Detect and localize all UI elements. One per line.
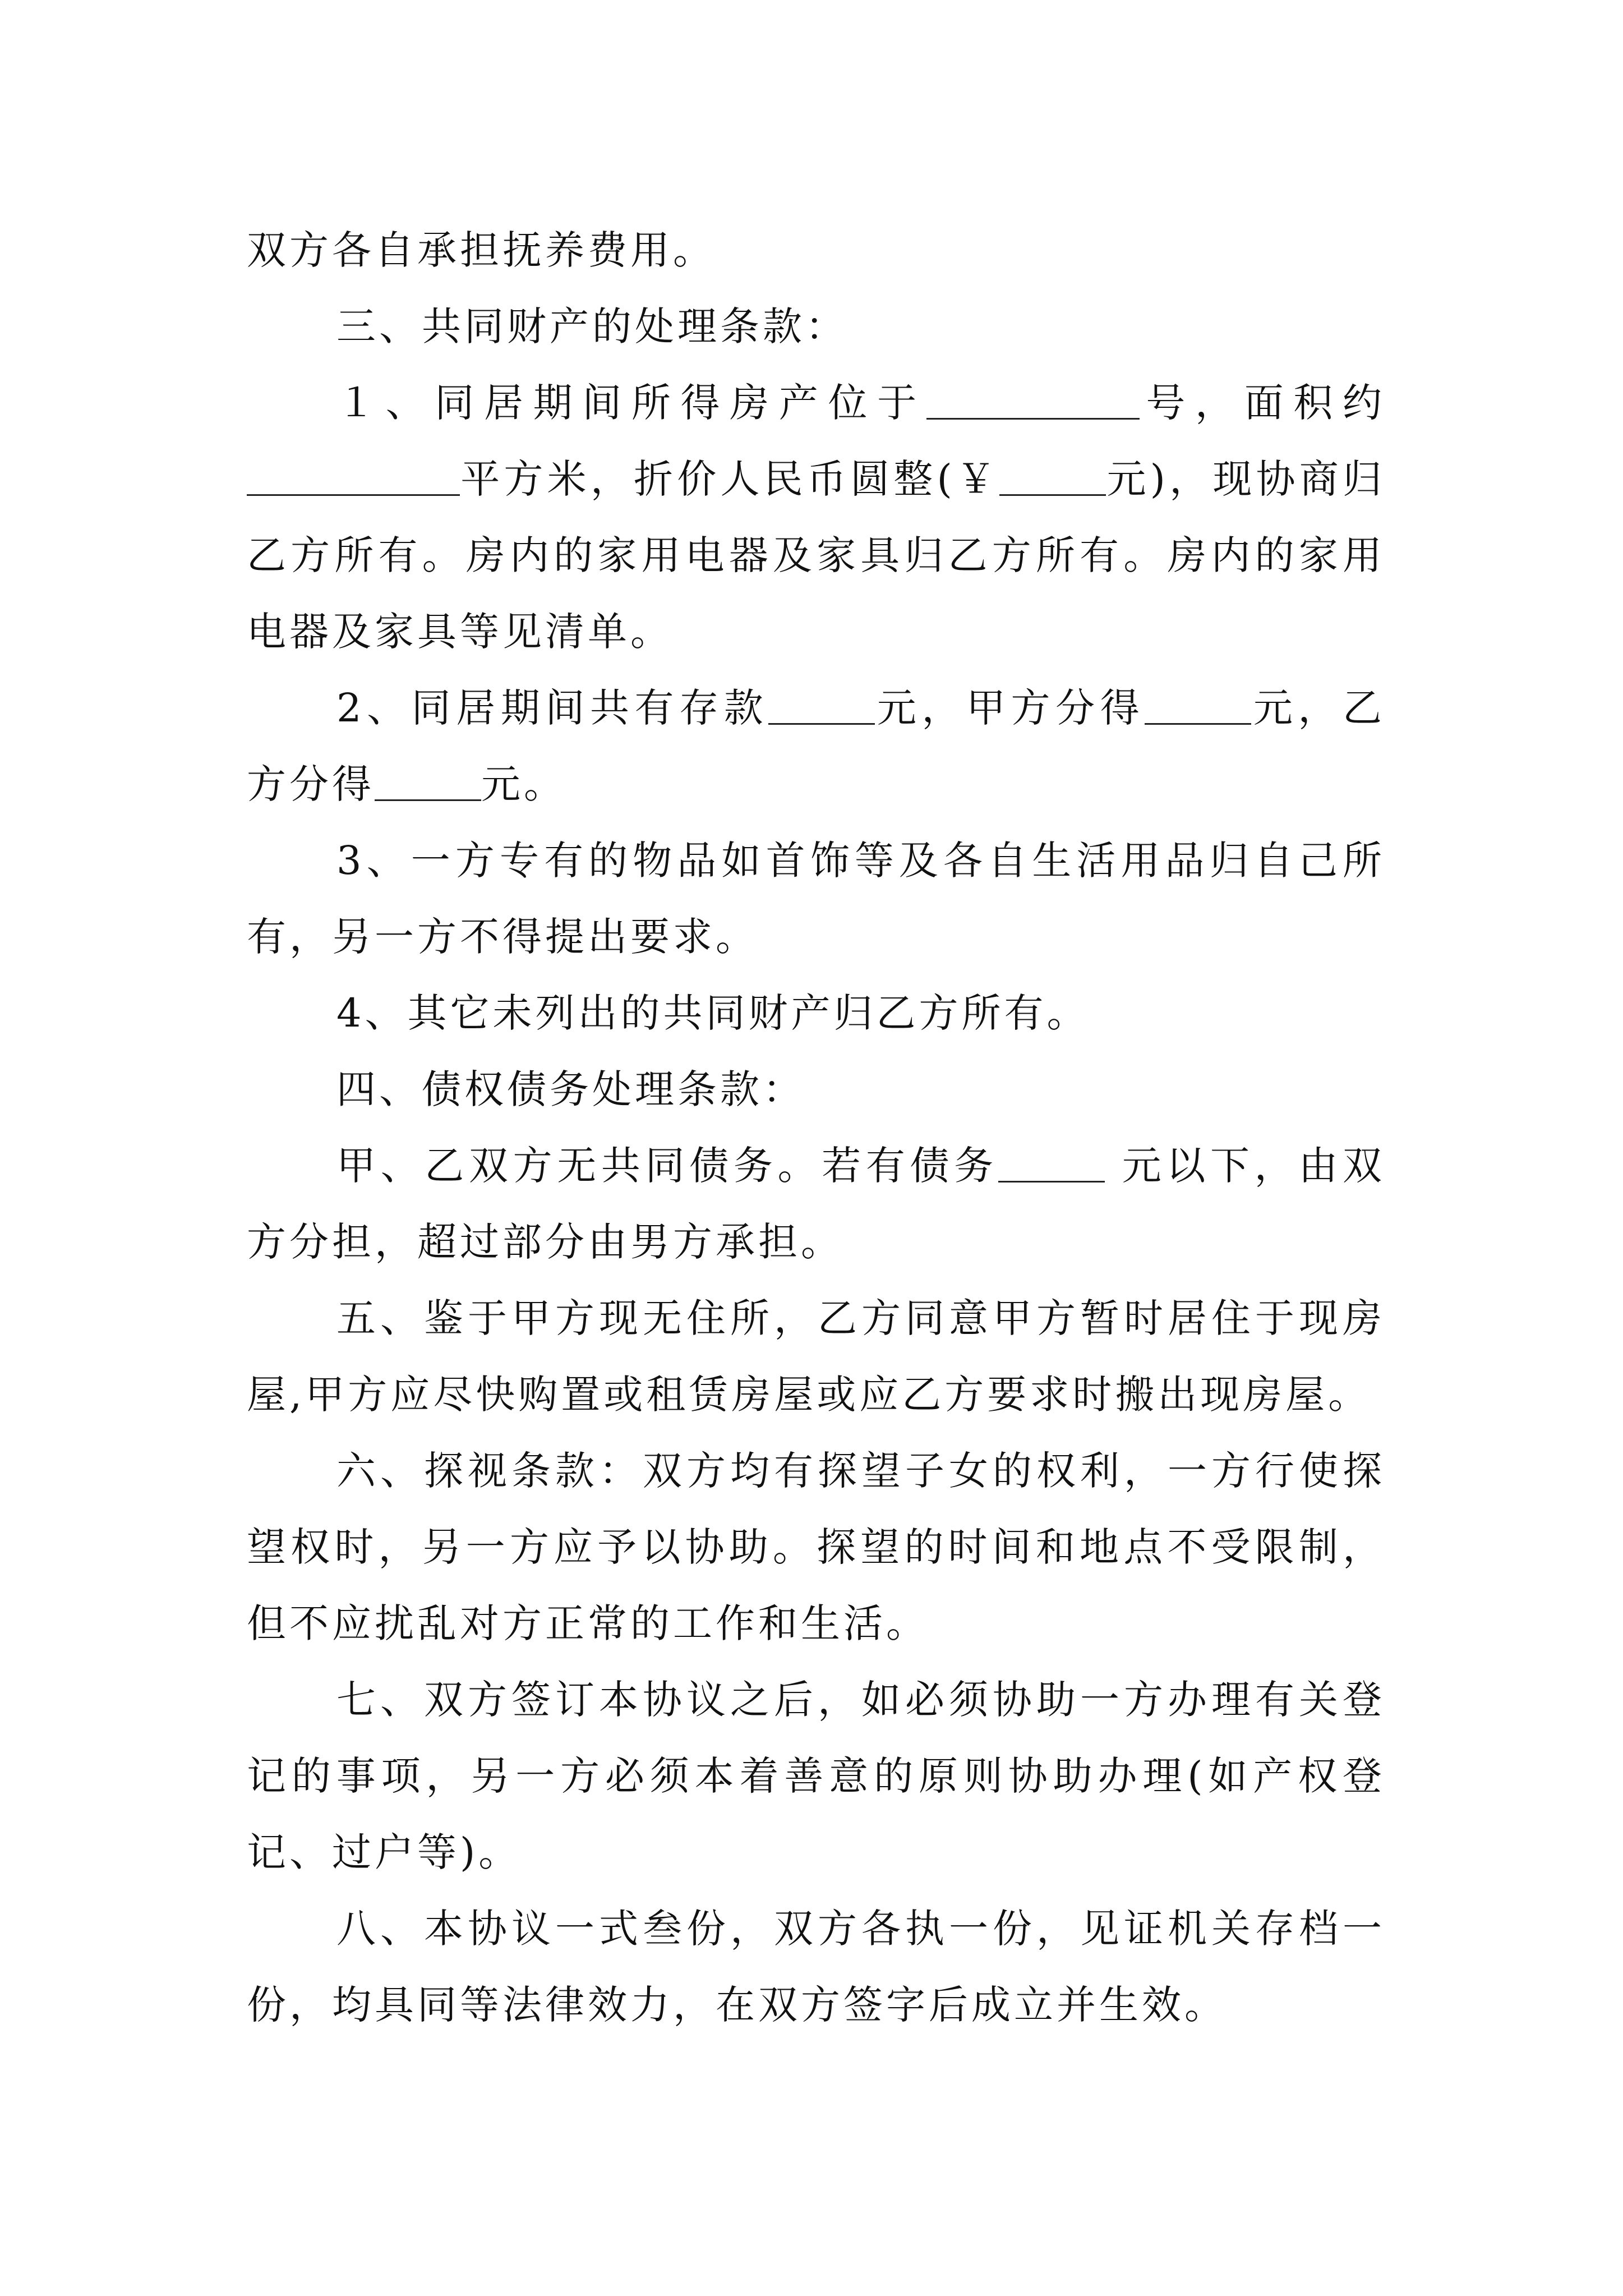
clause-text: 五、鉴于甲方现无住所，乙方同意甲方暂时居住于现房屋,甲方应尽快购置或租赁房屋或应乙方要求时搬出现房屋。 [247, 1295, 1385, 1418]
clause-text: 元以下，由双方分担，超过部分由男方承担。 [247, 1143, 1385, 1265]
paragraph-childcare-cost [247, 212, 1385, 288]
clause-property-house [247, 365, 1385, 670]
clause-text: 甲、乙双方无共同债务。若有债务 [336, 1143, 998, 1189]
clause-text: 平方米，折价人民币圆整(￥ [460, 456, 1000, 502]
blank-line-area [247, 461, 460, 496]
heading-text: 三、共同财产的处理条款： [336, 303, 848, 349]
clause-copies-effectiveness [247, 1890, 1385, 2043]
clause-text: 2、同居期间共有存款 [336, 685, 769, 731]
blank-line-address [926, 384, 1140, 420]
heading-text: 四、债权债务处理条款： [336, 1066, 805, 1112]
blank-line-party-b-share [375, 766, 481, 801]
clause-registration-assistance [247, 1662, 1385, 1890]
clause-savings [247, 670, 1385, 822]
clause-text: 六、探视条款：双方均有探望子女的权利，一方行使探望权时，另一方应予以协助。探望的时间和地点不受限制，但不应扰乱对方正常的工作和生活。 [247, 1448, 1385, 1646]
clause-personal-items [247, 822, 1385, 975]
clause-debt [247, 1128, 1385, 1280]
paragraph-text: 双方各自承担抚养费用。 [247, 227, 716, 273]
clause-text: 4、其它未列出的共同财产归乙方所有。 [336, 990, 1090, 1036]
clause-text: １、同居期间所得房产位于 [336, 380, 926, 426]
clause-other-property [247, 975, 1385, 1051]
blank-line-debt-amount [998, 1147, 1105, 1182]
clause-text: 八、本协议一式叁份，双方各执一份，见证机关存档一份，均具同等法律效力，在双方签字后成立并生效。 [247, 1906, 1385, 2028]
blank-line-price [999, 461, 1106, 496]
clause-text: 元，乙方分得 [247, 685, 1385, 807]
clause-text: 3、一方专有的物品如首饰等及各自生活用品归自己所有，另一方不得提出要求。 [247, 838, 1385, 960]
document-body [247, 212, 1385, 2043]
blank-line-total-savings [768, 689, 875, 725]
blank-line-party-a-share [1145, 689, 1251, 725]
clause-text: 元，甲方分得 [875, 685, 1145, 731]
heading-property-terms [247, 288, 1385, 365]
heading-debt-terms [247, 1051, 1385, 1128]
clause-text: 七、双方签订本协议之后，如必须协助一方办理有关登记的事项，另一方必须本着善意的原则协助办理(如产权登记、过户等)。 [247, 1677, 1385, 1875]
clause-residence [247, 1280, 1385, 1433]
clause-text: 元。 [481, 761, 566, 807]
clause-text: 元)，现协商归乙方所有。房内的家用电器及家具归乙方所有。房内的家用电器及家具等见清单。 [247, 456, 1386, 655]
clause-visitation [247, 1433, 1385, 1662]
clause-text: 号，面积约 [1139, 380, 1386, 426]
